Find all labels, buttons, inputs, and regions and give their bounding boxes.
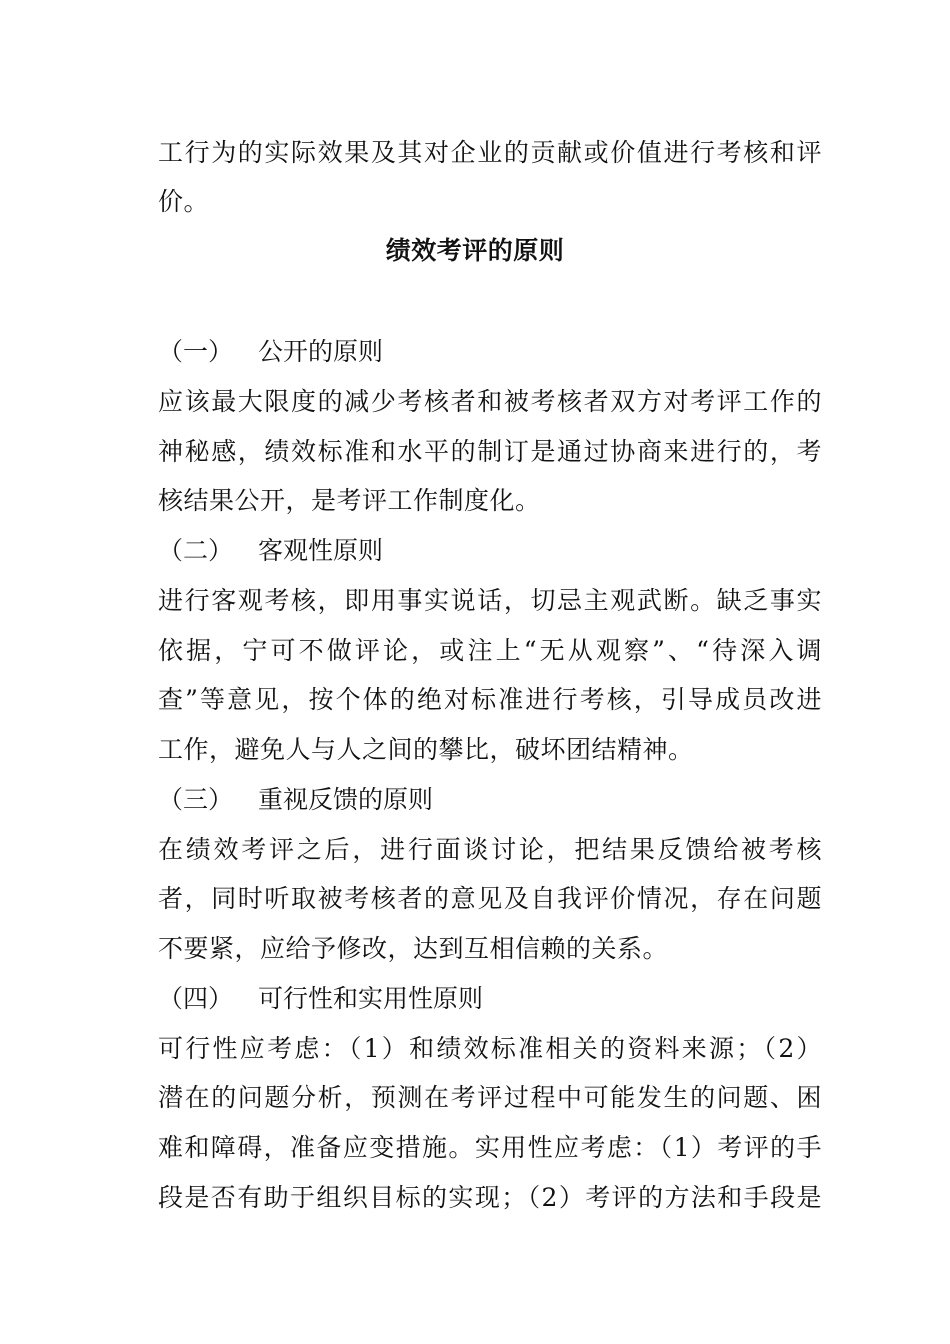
- section-heading-4: [158, 984, 483, 1014]
- section-heading-text: 客观性原则: [258, 536, 384, 565]
- document-title: 绩效考评的原则: [385, 236, 565, 265]
- paragraph-line: 在绩效考评之后，进行面谈讨论，把结果反馈给被考核: [158, 835, 822, 864]
- paragraph-line: 可行性应考虑：（1）和绩效标准相关的资料来源；（2）: [158, 1034, 822, 1063]
- section-heading-text: 重视反馈的原则: [258, 785, 434, 814]
- paragraph-line: 不要紧，应给予修改，达到互相信赖的关系。: [158, 934, 669, 963]
- paragraph-line: 段是否有助于组织目标的实现；（2）考评的方法和手段是: [158, 1183, 822, 1212]
- paragraph-line: 核结果公开，是考评工作制度化。: [158, 486, 541, 515]
- section-number: （四）: [158, 984, 234, 1013]
- paragraph-line: 工作，避免人与人之间的攀比，破坏团结精神。: [158, 735, 694, 764]
- section-heading-1: [158, 337, 383, 367]
- paragraph-line: 者，同时听取被考核者的意见及自我评价情况，存在问题: [158, 884, 822, 913]
- section-number: （三）: [158, 785, 234, 814]
- paragraph-line: 应该最大限度的减少考核者和被考核者双方对考评工作的: [158, 387, 822, 416]
- intro-line-1: 工行为的实际效果及其对企业的贡献或价值进行考核和评: [158, 138, 822, 167]
- paragraph-line: 查”等意见，按个体的绝对标准进行考核，引导成员改进: [158, 685, 822, 714]
- paragraph-line: 难和障碍，准备应变措施。实用性应考虑：（1）考评的手: [158, 1133, 822, 1162]
- paragraph-line: 依据，宁可不做评论，或注上“无从观察”、“待深入调: [158, 636, 822, 665]
- section-heading-3: [158, 785, 433, 815]
- section-number: （一）: [158, 337, 234, 366]
- section-number: （二）: [158, 536, 234, 565]
- paragraph-line: 进行客观考核，即用事实说话，切忌主观武断。缺乏事实: [158, 586, 822, 615]
- section-heading-2: [158, 536, 383, 566]
- paragraph-line: 神秘感，绩效标准和水平的制订是通过协商来进行的，考: [158, 437, 822, 466]
- section-heading-text: 可行性和实用性原则: [258, 984, 484, 1013]
- paragraph-line: 潜在的问题分析，预测在考评过程中可能发生的问题、困: [158, 1083, 822, 1112]
- intro-line-2: 价。: [158, 187, 210, 216]
- section-heading-text: 公开的原则: [258, 337, 384, 366]
